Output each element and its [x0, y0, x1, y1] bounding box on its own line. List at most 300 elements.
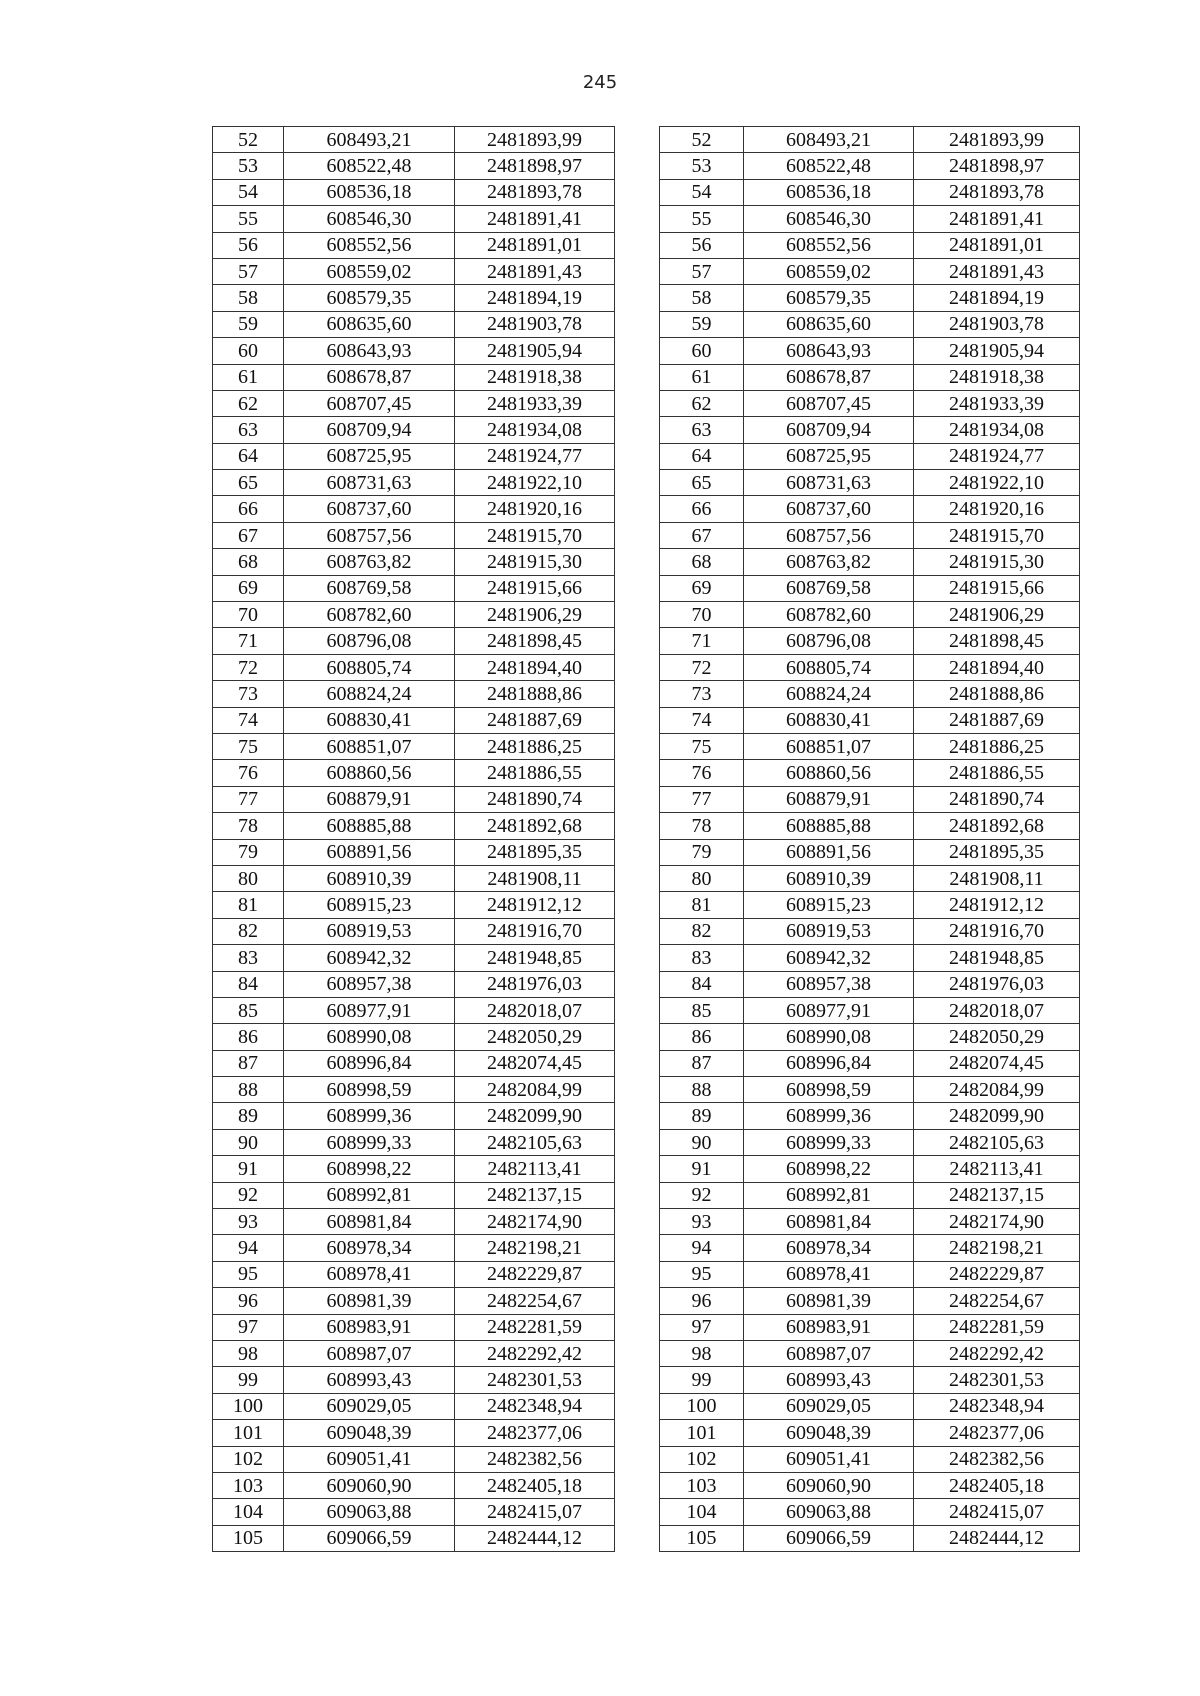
right-x-coordinate-cell: 608993,43: [744, 1367, 914, 1393]
table-row: [213, 1077, 1080, 1103]
left-y-coordinate-cell: 2481918,38: [455, 364, 615, 390]
right-y-coordinate-cell: 2482099,90: [914, 1103, 1080, 1129]
right-y-coordinate-cell: 2481920,16: [914, 496, 1080, 522]
column-gap: [615, 1261, 660, 1287]
right-y-coordinate-cell: 2481933,39: [914, 390, 1080, 416]
right-x-coordinate-cell: 608978,41: [744, 1261, 914, 1287]
left-y-coordinate-cell: 2481892,68: [455, 813, 615, 839]
right-x-coordinate-cell: 608978,34: [744, 1235, 914, 1261]
left-point-number-cell: 95: [213, 1261, 284, 1287]
right-point-number-cell: 54: [660, 179, 744, 205]
right-y-coordinate-cell: 2482281,59: [914, 1314, 1080, 1340]
left-point-number-cell: 100: [213, 1393, 284, 1419]
left-x-coordinate-cell: 608763,82: [284, 549, 455, 575]
left-x-coordinate-cell: 608999,33: [284, 1129, 455, 1155]
right-y-coordinate-cell: 2481916,70: [914, 918, 1080, 944]
left-point-number-cell: 65: [213, 470, 284, 496]
right-point-number-cell: 92: [660, 1182, 744, 1208]
right-x-coordinate-cell: 608805,74: [744, 654, 914, 680]
right-point-number-cell: 96: [660, 1288, 744, 1314]
column-gap: [615, 1472, 660, 1498]
table-row: [213, 813, 1080, 839]
left-point-number-cell: 62: [213, 390, 284, 416]
right-point-number-cell: 65: [660, 470, 744, 496]
table-row: [213, 364, 1080, 390]
left-x-coordinate-cell: 608978,34: [284, 1235, 455, 1261]
column-gap: [615, 127, 660, 153]
left-y-coordinate-cell: 2482050,29: [455, 1024, 615, 1050]
table-row: [213, 443, 1080, 469]
right-point-number-cell: 63: [660, 417, 744, 443]
right-point-number-cell: 105: [660, 1525, 744, 1551]
right-point-number-cell: 84: [660, 971, 744, 997]
right-x-coordinate-cell: 608998,22: [744, 1156, 914, 1182]
left-y-coordinate-cell: 2482301,53: [455, 1367, 615, 1393]
left-y-coordinate-cell: 2481933,39: [455, 390, 615, 416]
right-y-coordinate-cell: 2482415,07: [914, 1499, 1080, 1525]
column-gap: [615, 839, 660, 865]
right-x-coordinate-cell: 608860,56: [744, 760, 914, 786]
table-row: [213, 179, 1080, 205]
left-point-number-cell: 57: [213, 258, 284, 284]
table-row: [213, 232, 1080, 258]
table-row: [213, 707, 1080, 733]
right-y-coordinate-cell: 2481922,10: [914, 470, 1080, 496]
right-point-number-cell: 103: [660, 1472, 744, 1498]
right-point-number-cell: 76: [660, 760, 744, 786]
left-point-number-cell: 99: [213, 1367, 284, 1393]
column-gap: [615, 1499, 660, 1525]
right-y-coordinate-cell: 2481893,99: [914, 127, 1080, 153]
left-x-coordinate-cell: 608891,56: [284, 839, 455, 865]
left-y-coordinate-cell: 2482074,45: [455, 1050, 615, 1076]
left-x-coordinate-cell: 608996,84: [284, 1050, 455, 1076]
left-y-coordinate-cell: 2482444,12: [455, 1525, 615, 1551]
right-x-coordinate-cell: 608942,32: [744, 945, 914, 971]
left-x-coordinate-cell: 608707,45: [284, 390, 455, 416]
column-gap: [615, 153, 660, 179]
right-y-coordinate-cell: 2482074,45: [914, 1050, 1080, 1076]
column-gap: [615, 945, 660, 971]
column-gap: [615, 1235, 660, 1261]
right-x-coordinate-cell: 608987,07: [744, 1340, 914, 1366]
column-gap: [615, 285, 660, 311]
right-point-number-cell: 68: [660, 549, 744, 575]
left-x-coordinate-cell: 609066,59: [284, 1525, 455, 1551]
left-y-coordinate-cell: 2482099,90: [455, 1103, 615, 1129]
column-gap: [615, 364, 660, 390]
right-point-number-cell: 74: [660, 707, 744, 733]
column-gap: [615, 1420, 660, 1446]
right-y-coordinate-cell: 2481906,29: [914, 602, 1080, 628]
left-y-coordinate-cell: 2481905,94: [455, 338, 615, 364]
column-gap: [615, 1182, 660, 1208]
left-y-coordinate-cell: 2481895,35: [455, 839, 615, 865]
right-point-number-cell: 60: [660, 338, 744, 364]
table-row: [213, 1024, 1080, 1050]
right-point-number-cell: 56: [660, 232, 744, 258]
left-point-number-cell: 82: [213, 918, 284, 944]
left-y-coordinate-cell: 2481891,41: [455, 206, 615, 232]
left-y-coordinate-cell: 2482198,21: [455, 1235, 615, 1261]
right-point-number-cell: 89: [660, 1103, 744, 1129]
right-x-coordinate-cell: 608981,84: [744, 1209, 914, 1235]
left-x-coordinate-cell: 608919,53: [284, 918, 455, 944]
left-x-coordinate-cell: 608957,38: [284, 971, 455, 997]
right-y-coordinate-cell: 2481976,03: [914, 971, 1080, 997]
left-y-coordinate-cell: 2481906,29: [455, 602, 615, 628]
table-row: [213, 945, 1080, 971]
left-point-number-cell: 98: [213, 1340, 284, 1366]
left-point-number-cell: 91: [213, 1156, 284, 1182]
right-x-coordinate-cell: 608919,53: [744, 918, 914, 944]
left-y-coordinate-cell: 2482405,18: [455, 1472, 615, 1498]
column-gap: [615, 1077, 660, 1103]
right-point-number-cell: 71: [660, 628, 744, 654]
table-row: [213, 1367, 1080, 1393]
right-x-coordinate-cell: 609048,39: [744, 1420, 914, 1446]
right-x-coordinate-cell: 608879,91: [744, 786, 914, 812]
table-row: [213, 1156, 1080, 1182]
right-point-number-cell: 66: [660, 496, 744, 522]
right-y-coordinate-cell: 2481887,69: [914, 707, 1080, 733]
right-x-coordinate-cell: 609066,59: [744, 1525, 914, 1551]
table-row: [213, 1314, 1080, 1340]
left-point-number-cell: 94: [213, 1235, 284, 1261]
right-y-coordinate-cell: 2482292,42: [914, 1340, 1080, 1366]
left-point-number-cell: 104: [213, 1499, 284, 1525]
left-x-coordinate-cell: 608805,74: [284, 654, 455, 680]
right-point-number-cell: 97: [660, 1314, 744, 1340]
table-row: [213, 760, 1080, 786]
column-gap: [615, 232, 660, 258]
left-point-number-cell: 61: [213, 364, 284, 390]
left-x-coordinate-cell: 608981,39: [284, 1288, 455, 1314]
left-point-number-cell: 81: [213, 892, 284, 918]
left-x-coordinate-cell: 608990,08: [284, 1024, 455, 1050]
left-point-number-cell: 54: [213, 179, 284, 205]
column-gap: [615, 1288, 660, 1314]
column-gap: [615, 1024, 660, 1050]
right-x-coordinate-cell: 608977,91: [744, 997, 914, 1023]
column-gap: [615, 786, 660, 812]
column-gap: [615, 1393, 660, 1419]
left-point-number-cell: 64: [213, 443, 284, 469]
table-row: [213, 786, 1080, 812]
column-gap: [615, 971, 660, 997]
right-y-coordinate-cell: 2481915,70: [914, 522, 1080, 548]
left-y-coordinate-cell: 2481908,11: [455, 865, 615, 891]
left-y-coordinate-cell: 2482084,99: [455, 1077, 615, 1103]
left-x-coordinate-cell: 608998,59: [284, 1077, 455, 1103]
right-point-number-cell: 82: [660, 918, 744, 944]
left-x-coordinate-cell: 608993,43: [284, 1367, 455, 1393]
right-y-coordinate-cell: 2481934,08: [914, 417, 1080, 443]
table-row: [213, 1393, 1080, 1419]
left-y-coordinate-cell: 2481886,55: [455, 760, 615, 786]
left-point-number-cell: 72: [213, 654, 284, 680]
right-x-coordinate-cell: 608957,38: [744, 971, 914, 997]
right-x-coordinate-cell: 608996,84: [744, 1050, 914, 1076]
table-row: [213, 1235, 1080, 1261]
left-x-coordinate-cell: 608731,63: [284, 470, 455, 496]
column-gap: [615, 1103, 660, 1129]
column-gap: [615, 1156, 660, 1182]
right-point-number-cell: 79: [660, 839, 744, 865]
right-x-coordinate-cell: 608725,95: [744, 443, 914, 469]
left-x-coordinate-cell: 608709,94: [284, 417, 455, 443]
table-row: [213, 839, 1080, 865]
left-x-coordinate-cell: 608860,56: [284, 760, 455, 786]
left-x-coordinate-cell: 608983,91: [284, 1314, 455, 1340]
right-x-coordinate-cell: 608981,39: [744, 1288, 914, 1314]
left-x-coordinate-cell: 609029,05: [284, 1393, 455, 1419]
right-point-number-cell: 64: [660, 443, 744, 469]
left-x-coordinate-cell: 608992,81: [284, 1182, 455, 1208]
table-row: [213, 1446, 1080, 1472]
table-row: [213, 1288, 1080, 1314]
left-point-number-cell: 56: [213, 232, 284, 258]
column-gap: [615, 997, 660, 1023]
left-x-coordinate-cell: 608782,60: [284, 602, 455, 628]
table-row: [213, 549, 1080, 575]
left-x-coordinate-cell: 608796,08: [284, 628, 455, 654]
right-point-number-cell: 86: [660, 1024, 744, 1050]
right-y-coordinate-cell: 2481908,11: [914, 865, 1080, 891]
left-y-coordinate-cell: 2481898,45: [455, 628, 615, 654]
table-row: [213, 153, 1080, 179]
right-point-number-cell: 75: [660, 733, 744, 759]
column-gap: [615, 1209, 660, 1235]
right-x-coordinate-cell: 608992,81: [744, 1182, 914, 1208]
table-row: [213, 733, 1080, 759]
left-x-coordinate-cell: 608678,87: [284, 364, 455, 390]
right-y-coordinate-cell: 2481894,40: [914, 654, 1080, 680]
column-gap: [615, 654, 660, 680]
table-row: [213, 1472, 1080, 1498]
column-gap: [615, 258, 660, 284]
table-row: [213, 470, 1080, 496]
table-row: [213, 522, 1080, 548]
right-y-coordinate-cell: 2482137,15: [914, 1182, 1080, 1208]
right-x-coordinate-cell: 608737,60: [744, 496, 914, 522]
table-row: [213, 575, 1080, 601]
right-x-coordinate-cell: 608915,23: [744, 892, 914, 918]
right-x-coordinate-cell: 608999,36: [744, 1103, 914, 1129]
left-x-coordinate-cell: 608769,58: [284, 575, 455, 601]
column-gap: [615, 311, 660, 337]
right-point-number-cell: 80: [660, 865, 744, 891]
right-y-coordinate-cell: 2481886,25: [914, 733, 1080, 759]
left-point-number-cell: 87: [213, 1050, 284, 1076]
left-point-number-cell: 59: [213, 311, 284, 337]
right-point-number-cell: 58: [660, 285, 744, 311]
left-y-coordinate-cell: 2481912,12: [455, 892, 615, 918]
left-y-coordinate-cell: 2481888,86: [455, 681, 615, 707]
left-point-number-cell: 53: [213, 153, 284, 179]
right-point-number-cell: 52: [660, 127, 744, 153]
table-row: [213, 285, 1080, 311]
column-gap: [615, 522, 660, 548]
table-row: [213, 1209, 1080, 1235]
left-x-coordinate-cell: 609060,90: [284, 1472, 455, 1498]
right-point-number-cell: 81: [660, 892, 744, 918]
column-gap: [615, 681, 660, 707]
left-y-coordinate-cell: 2481894,40: [455, 654, 615, 680]
right-point-number-cell: 78: [660, 813, 744, 839]
right-y-coordinate-cell: 2481890,74: [914, 786, 1080, 812]
right-x-coordinate-cell: 609060,90: [744, 1472, 914, 1498]
right-point-number-cell: 67: [660, 522, 744, 548]
left-x-coordinate-cell: 608552,56: [284, 232, 455, 258]
left-y-coordinate-cell: 2481915,30: [455, 549, 615, 575]
left-point-number-cell: 76: [213, 760, 284, 786]
right-point-number-cell: 53: [660, 153, 744, 179]
table-row: [213, 127, 1080, 153]
left-x-coordinate-cell: 608910,39: [284, 865, 455, 891]
right-y-coordinate-cell: 2481898,45: [914, 628, 1080, 654]
table-row: [213, 338, 1080, 364]
right-y-coordinate-cell: 2482105,63: [914, 1129, 1080, 1155]
left-x-coordinate-cell: 608999,36: [284, 1103, 455, 1129]
right-x-coordinate-cell: 608678,87: [744, 364, 914, 390]
right-x-coordinate-cell: 608709,94: [744, 417, 914, 443]
right-point-number-cell: 57: [660, 258, 744, 284]
right-y-coordinate-cell: 2482348,94: [914, 1393, 1080, 1419]
right-y-coordinate-cell: 2481888,86: [914, 681, 1080, 707]
left-point-number-cell: 102: [213, 1446, 284, 1472]
right-y-coordinate-cell: 2481905,94: [914, 338, 1080, 364]
left-x-coordinate-cell: 608981,84: [284, 1209, 455, 1235]
left-y-coordinate-cell: 2481922,10: [455, 470, 615, 496]
left-y-coordinate-cell: 2481915,66: [455, 575, 615, 601]
right-point-number-cell: 101: [660, 1420, 744, 1446]
left-x-coordinate-cell: 608978,41: [284, 1261, 455, 1287]
right-point-number-cell: 72: [660, 654, 744, 680]
right-point-number-cell: 88: [660, 1077, 744, 1103]
coordinates-table: [212, 126, 1080, 1552]
left-y-coordinate-cell: 2481903,78: [455, 311, 615, 337]
left-y-coordinate-cell: 2481890,74: [455, 786, 615, 812]
left-point-number-cell: 83: [213, 945, 284, 971]
right-point-number-cell: 98: [660, 1340, 744, 1366]
left-x-coordinate-cell: 608879,91: [284, 786, 455, 812]
column-gap: [615, 1525, 660, 1551]
column-gap: [615, 1446, 660, 1472]
right-y-coordinate-cell: 2481891,43: [914, 258, 1080, 284]
table-row: [213, 628, 1080, 654]
left-x-coordinate-cell: 608851,07: [284, 733, 455, 759]
right-point-number-cell: 59: [660, 311, 744, 337]
table-row: [213, 390, 1080, 416]
table-row: [213, 865, 1080, 891]
right-x-coordinate-cell: 608635,60: [744, 311, 914, 337]
right-x-coordinate-cell: 608493,21: [744, 127, 914, 153]
left-x-coordinate-cell: 608757,56: [284, 522, 455, 548]
column-gap: [615, 602, 660, 628]
right-x-coordinate-cell: 609051,41: [744, 1446, 914, 1472]
left-x-coordinate-cell: 608987,07: [284, 1340, 455, 1366]
left-point-number-cell: 92: [213, 1182, 284, 1208]
right-y-coordinate-cell: 2482254,67: [914, 1288, 1080, 1314]
table-row: [213, 1261, 1080, 1287]
right-y-coordinate-cell: 2482174,90: [914, 1209, 1080, 1235]
right-point-number-cell: 70: [660, 602, 744, 628]
right-point-number-cell: 73: [660, 681, 744, 707]
right-x-coordinate-cell: 608763,82: [744, 549, 914, 575]
table-row: [213, 1050, 1080, 1076]
left-y-coordinate-cell: 2482415,07: [455, 1499, 615, 1525]
left-x-coordinate-cell: 608579,35: [284, 285, 455, 311]
column-gap: [615, 549, 660, 575]
left-point-number-cell: 75: [213, 733, 284, 759]
left-point-number-cell: 93: [213, 1209, 284, 1235]
column-gap: [615, 628, 660, 654]
right-y-coordinate-cell: 2481886,55: [914, 760, 1080, 786]
right-x-coordinate-cell: 609029,05: [744, 1393, 914, 1419]
column-gap: [615, 179, 660, 205]
left-point-number-cell: 86: [213, 1024, 284, 1050]
table-row: [213, 1129, 1080, 1155]
left-x-coordinate-cell: 608725,95: [284, 443, 455, 469]
table-row: [213, 417, 1080, 443]
table-row: [213, 1525, 1080, 1551]
right-x-coordinate-cell: 608983,91: [744, 1314, 914, 1340]
left-x-coordinate-cell: 608977,91: [284, 997, 455, 1023]
right-y-coordinate-cell: 2481915,30: [914, 549, 1080, 575]
left-x-coordinate-cell: 609048,39: [284, 1420, 455, 1446]
right-y-coordinate-cell: 2481891,01: [914, 232, 1080, 258]
right-x-coordinate-cell: 608769,58: [744, 575, 914, 601]
right-x-coordinate-cell: 608522,48: [744, 153, 914, 179]
left-y-coordinate-cell: 2481898,97: [455, 153, 615, 179]
column-gap: [615, 760, 660, 786]
column-gap: [615, 733, 660, 759]
right-x-coordinate-cell: 608559,02: [744, 258, 914, 284]
left-x-coordinate-cell: 608998,22: [284, 1156, 455, 1182]
table-row: [213, 1420, 1080, 1446]
right-point-number-cell: 83: [660, 945, 744, 971]
column-gap: [615, 1314, 660, 1340]
column-gap: [615, 338, 660, 364]
left-point-number-cell: 80: [213, 865, 284, 891]
left-x-coordinate-cell: 608643,93: [284, 338, 455, 364]
right-point-number-cell: 91: [660, 1156, 744, 1182]
column-gap: [615, 813, 660, 839]
right-point-number-cell: 99: [660, 1367, 744, 1393]
right-x-coordinate-cell: 608552,56: [744, 232, 914, 258]
right-y-coordinate-cell: 2481895,35: [914, 839, 1080, 865]
left-x-coordinate-cell: 608915,23: [284, 892, 455, 918]
left-y-coordinate-cell: 2482382,56: [455, 1446, 615, 1472]
right-y-coordinate-cell: 2481912,12: [914, 892, 1080, 918]
left-x-coordinate-cell: 608522,48: [284, 153, 455, 179]
left-point-number-cell: 97: [213, 1314, 284, 1340]
right-x-coordinate-cell: 609063,88: [744, 1499, 914, 1525]
column-gap: [615, 417, 660, 443]
left-point-number-cell: 69: [213, 575, 284, 601]
right-x-coordinate-cell: 608643,93: [744, 338, 914, 364]
left-y-coordinate-cell: 2481934,08: [455, 417, 615, 443]
left-point-number-cell: 55: [213, 206, 284, 232]
table-row: [213, 602, 1080, 628]
right-x-coordinate-cell: 608546,30: [744, 206, 914, 232]
right-y-coordinate-cell: 2482382,56: [914, 1446, 1080, 1472]
right-x-coordinate-cell: 608796,08: [744, 628, 914, 654]
left-y-coordinate-cell: 2481893,99: [455, 127, 615, 153]
right-y-coordinate-cell: 2482444,12: [914, 1525, 1080, 1551]
left-point-number-cell: 60: [213, 338, 284, 364]
